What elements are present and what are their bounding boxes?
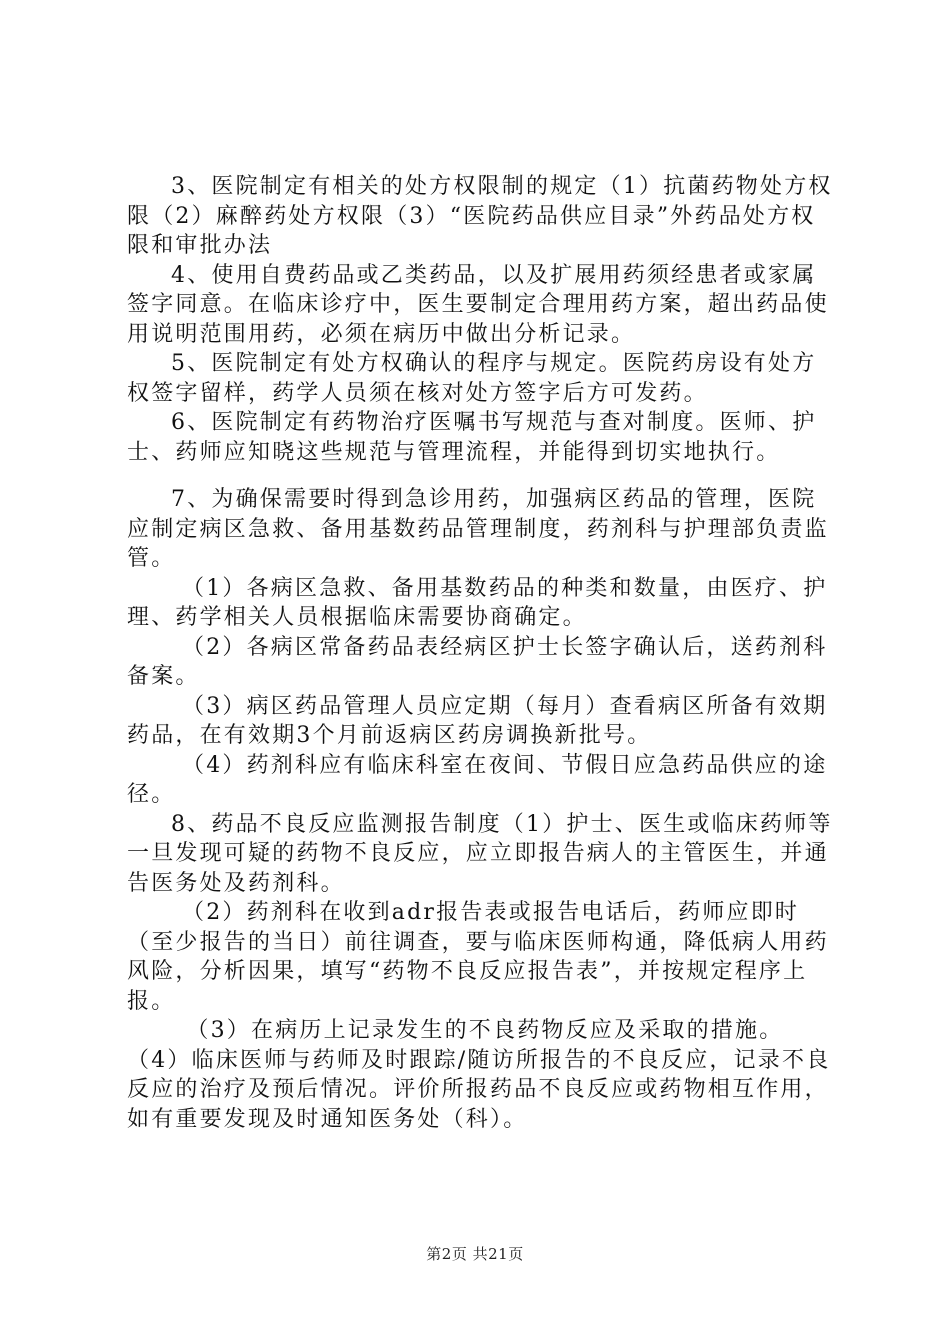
paragraph-7-4: （4）药剂科应有临床科室在夜间、节假日应急药品供应的途径。 bbox=[127, 752, 828, 807]
paragraph-7-1: （1）各病区急救、备用基数药品的种类和数量，由医疗、护理、药学相关人员根据临床需要协商确定。 bbox=[127, 575, 828, 630]
paragraph-7: 7、为确保需要时得到急诊用药，加强病区药品的管理，医院应制定病区急救、备用基数药品管理制度，药剂科与护理部负责监管。 bbox=[127, 487, 829, 571]
page-number-footer: 第2页 共21页 bbox=[426, 1245, 524, 1263]
paragraph-6: 6、医院制定有药物治疗医嘱书写规范与查对制度。医师、护士、药师应知晓这些规范与管理流程，并能得到切实地执行。 bbox=[127, 410, 817, 465]
paragraph-7-3: （3）病区药品管理人员应定期（每月）查看病区所备有效期药品，在有效期3个月前返病区药房调换新批号。 bbox=[127, 693, 828, 748]
paragraph-4: 4、使用自费药品或乙类药品，以及扩展用药须经患者或家属签字同意。在临床诊疗中，医生要制定合理用药方案，超出药品使用说明范围用药，必须在病历中做出分析记录。 bbox=[127, 262, 829, 347]
paragraph-7-2: （2）各病区常备药品表经病区护士长签字确认后，送药剂科备案。 bbox=[127, 634, 828, 689]
paragraph-8: 8、药品不良反应监测报告制度（1）护士、医生或临床药师等一旦发现可疑的药物不良反应，应立即报告病人的主管医生，并通告医务处及药剂科。 bbox=[127, 811, 833, 896]
paragraph-5: 5、医院制定有处方权确认的程序与规定。医院药房设有处方权签字留样，药学人员须在核对处方签字后方可发药。 bbox=[127, 351, 817, 406]
document-body bbox=[127, 172, 837, 1134]
paragraph-gap bbox=[127, 467, 837, 485]
paragraph-3: 3、医院制定有相关的处方权限制的规定（1）抗菌药物处方权限（2）麻醉药处方权限（3）“医院药品供应目录”外药品处方权限和审批办法 bbox=[127, 174, 833, 258]
paragraph-8-2: （2）药剂科在收到adr报告表或报告电话后，药师应即时（至少报告的当日）前往调查，要与临床医师构通，降低病人用药风险，分析因果，填写“药物不良反应报告表”，并按规定程序上报。 bbox=[127, 900, 829, 1014]
paragraph-8-4: （4）临床医师与药师及时跟踪/随访所报告的不良反应，记录不良反应的治疗及预后情况。评价所报药品不良反应或药物相互作用，如有重要发现及时通知医务处（科）。 bbox=[127, 1047, 831, 1132]
paragraph-8-3: （3）在病历上记录发生的不良药物反应及采取的措施。 bbox=[186, 1018, 784, 1043]
